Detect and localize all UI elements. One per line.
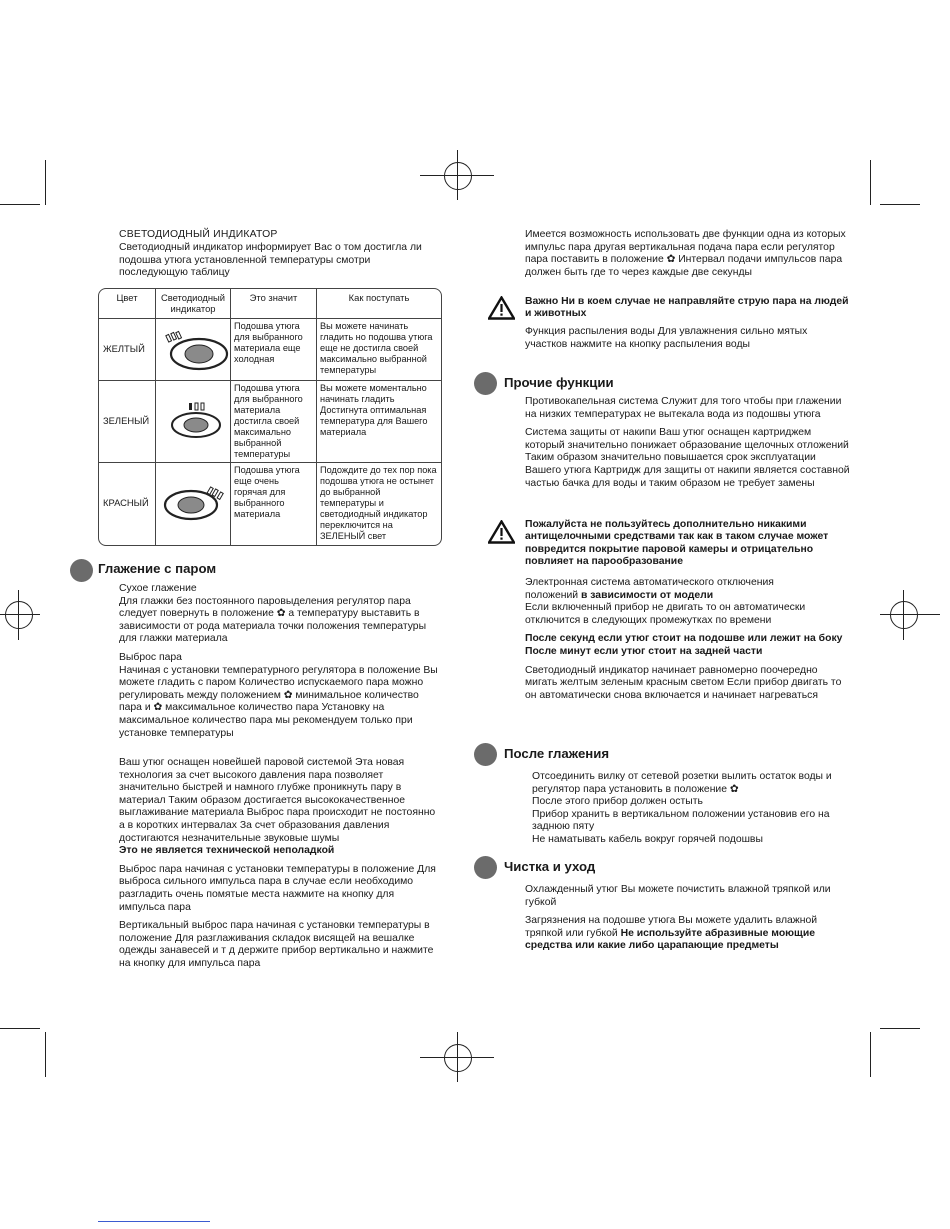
new-steam-system-text: Ваш утюг оснащен новейшей паровой системой Эта новая технология за счет высокого давления пара позволяет значительно быстрей и намного глубже проникнуть пару в материал Таким образом достигается высококачественное выглаживание материала Выброс пара происходит не постоянно а в коротких интервалах За счет образования давления достигаются незначительные звуковые шумы [119,757,436,844]
table-row [99,380,441,463]
header-color: Цвет [116,292,138,303]
led-intro: Светодиодный индикатор информирует Вас о том достигла ли подошва утюга установленной температуры смотри последующую таблицу [119,242,422,279]
row-meaning: Подошва утюга для выбранного материала еще холодная [230,319,316,381]
warning-icon [488,296,515,325]
anti-scale-text: Система защиты от накипи Ваш утюг оснащен картриджем который значительно понижает образование щелочных отложений Таким образом значительно повышается срок эксплуатации Вашего утюга Картридж для защиты от накипи является составной частью бачка для воды и таким образом не требует замены [525,427,850,489]
led-icon [155,319,230,381]
section-bullet-icon [70,559,93,582]
table-row [99,318,441,381]
water-spray-text: Функция распыления воды Для увлажнения сильно мятых участков нажмите на кнопку распыления воды [525,326,808,350]
other-functions-body [525,396,850,490]
led-icon [155,381,230,463]
led-icon [155,463,230,546]
list-item: После этого прибор должен остыть [532,796,703,808]
after-ironing-list [532,771,850,847]
cleaning-text-1: Охлажденный утюг Вы можете почистить влажной тряпкой или губкой [525,884,831,908]
led-blink-text: Светодиодный индикатор начинает равномерно поочередно мигать желтым зеленым красным светом Если прибор двигать то он автоматически снова включается и начинает нагреваться [525,664,842,701]
row-color: ЖЕЛТЫЙ [103,343,145,354]
warning-steam-people: Важно Ни в коем случае не направляйте струю пара на людей и животных [525,296,849,320]
steam-section-title: Глажение с паром [98,561,217,576]
vertical-steam-text: Вертикальный выброс пара начиная с установки температуры в положение Для разглаживания складок висящей на вешалке одежды занавесей и т д держите прибор вертикально и нажмите на кнопку для импульса пара [119,920,434,969]
underline-mark [98,1221,210,1222]
warning-icon [488,520,515,549]
section-bullet-icon [474,372,497,395]
row-color: ЗЕЛЕНЫЙ [103,415,150,426]
auto-off-text: Если включенный прибор не двигать то он автоматически отключится в следующих промежутках по времени [525,602,806,626]
section-bullet-icon [474,743,497,766]
led-table [98,288,442,546]
row-action: Подождите до тех пор пока подошва утюга не остынет до выбранной температуры и светодиодный индикатор переключится на ЗЕЛЕНЫЙ свет [316,463,441,546]
cleaning-warning: Не используйте абразивные моющие средства или какие либо царапающие предметы [525,927,815,952]
auto-off-minutes: После минут если утюг стоит на задней части [525,645,763,657]
cleaning-title: Чистка и уход [504,859,596,874]
auto-off-section [525,577,850,702]
list-item: Прибор хранить в вертикальном положении установив его на заднюю пяту [532,808,830,833]
steam-shot-text: Выброс пара начиная с установки температуры в положение Для выброса сильного импульса пара в случае если необходимо разгладить очень помятые места нажмите на кнопку для импульса пара [119,863,436,913]
steam-functions-intro: Имеется возможность использовать две функции одна из которых импульс пара другая вертикальная подача пара если регулятор пара поставить в положение ✿ Интервал подачи импульсов пара должен быть где то через каждые две секунды [525,229,846,278]
dry-ironing-title: Сухое глажение [119,583,197,594]
cleaning-body [525,884,850,953]
row-color: КРАСНЫЙ [103,497,149,508]
anti-drip-text: Противокапельная система Служит для того чтобы при глажении на низких температурах не вытекала вода из подошвы утюга [525,396,842,420]
list-item: Не наматывать кабель вокруг горячей подошвы [532,833,763,845]
steam-system-body [119,757,439,971]
auto-off-positions: положений [525,589,581,601]
row-meaning: Подошва утюга для выбранного материала достигла своей максимально выбранной температуры [230,381,316,463]
section-bullet-icon [474,856,497,879]
header-meaning: Это значит [230,289,316,318]
steam-burst-title: Выброс пара [119,651,182,663]
row-action: Вы можете моментально начинать гладить Достигнута оптимальная температура для Вашего материала [316,381,441,463]
warning-descaling-agents: Пожалуйста не пользуйтесь дополнительно никакими антищелочными средствами так как в таком случае может повредится покрытие паровой камеры и отрицательно повлияет на парообразование [525,519,829,568]
dry-ironing-text: Для глажки без постоянного паровыделения регулятор пара следует повернуть в положение ✿ а температуру выставить в зависимости от рода материала точки положения температуры для глажки материала [119,595,427,645]
after-ironing-title: После глажения [504,746,610,761]
header-indicator: Светодиодный индикатор [155,289,230,318]
header-action: Как поступать [316,289,441,318]
steam-burst-text: Начиная с установки температурного регулятора в положение Вы можете гладить с паром Количество испускаемого пара можно регулировать между положением ✿ минимальное количество пара и ✿ максимальное количество пара Установку на максимальное количество пара мы рекомендуем только при установке температуры [119,664,438,739]
auto-off-title: Электронная система автоматического отключения [525,577,774,588]
not-defect-note: Это не является технической неполадкой [119,845,335,857]
auto-off-model-note: в зависимости от модели [580,589,714,601]
table-header-row [99,289,441,318]
steam-section-body [119,583,439,746]
auto-off-seconds: После секунд если утюг стоит на подошве или лежит на боку [525,633,843,645]
cleaning-text-2: Загрязнения на подошве утюга Вы можете удалить влажной тряпкой или губкой [525,915,818,939]
row-meaning: Подошва утюга еще очень горячая для выбранного материала [230,463,316,546]
table-row [99,462,441,546]
led-heading: СВЕТОДИОДНЫЙ ИНДИКАТОР [119,229,278,240]
other-functions-title: Прочие функции [504,375,614,390]
list-item: Отсоединить вилку от сетевой розетки вылить остаток воды и регулятор пара установить в положение ✿ [532,771,832,795]
row-action: Вы можете начинать гладить но подошва утюга еще не достигла своей максимально выбранной температуры [316,319,441,381]
